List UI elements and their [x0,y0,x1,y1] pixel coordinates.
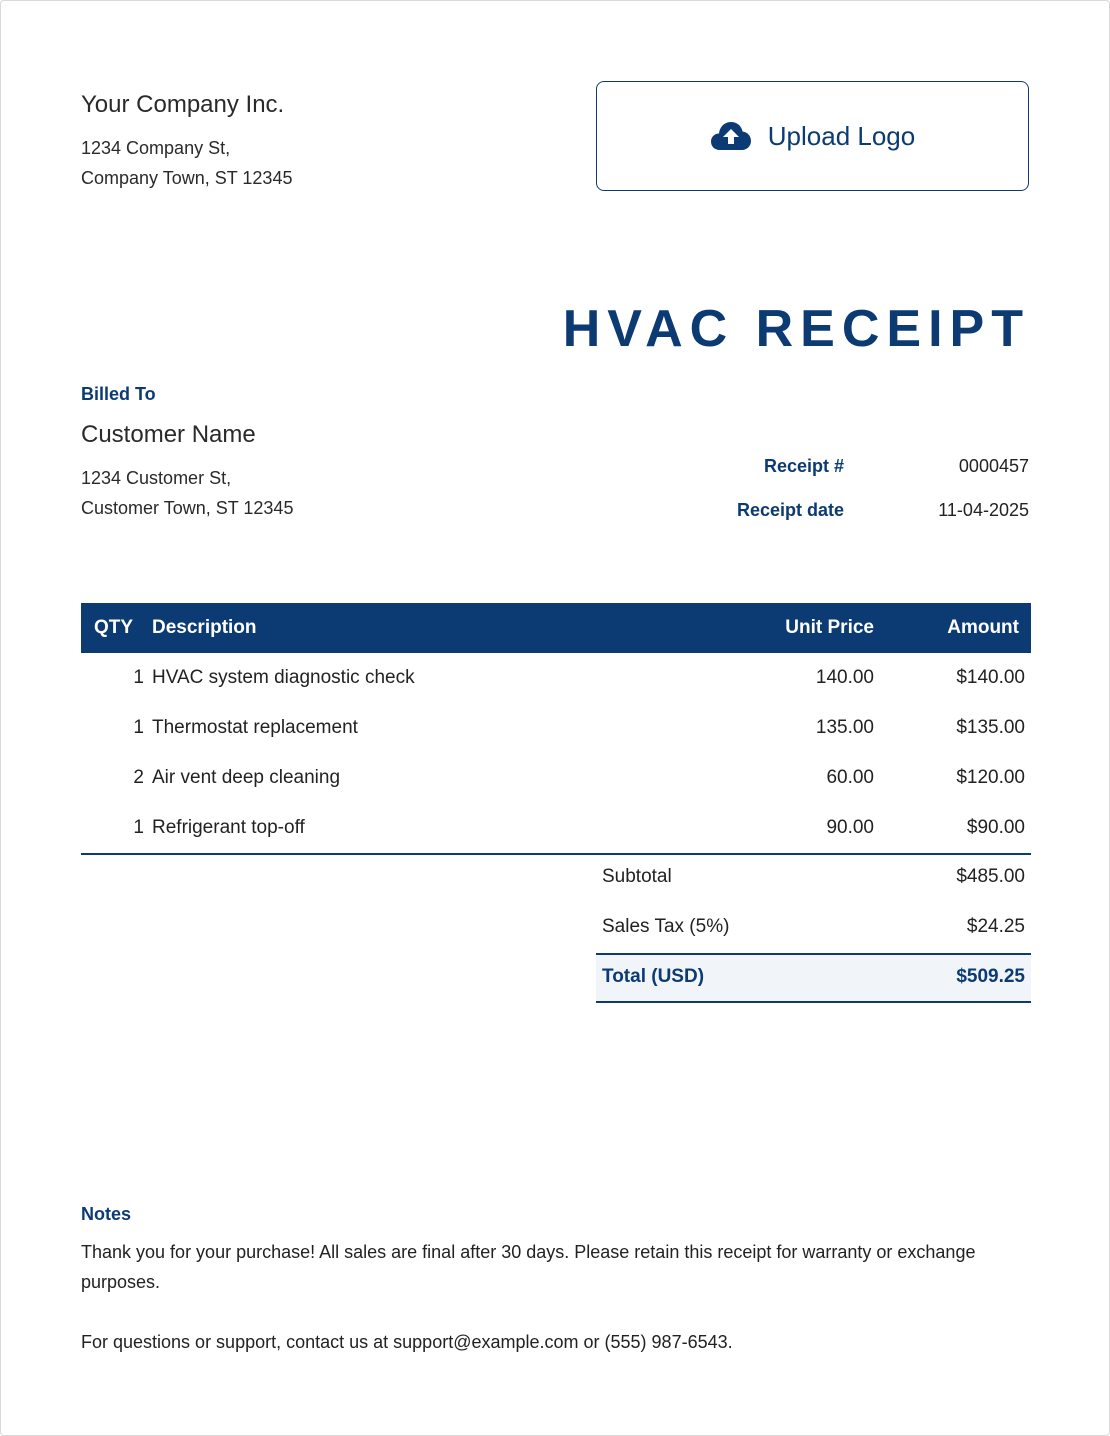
customer-address [81,463,293,523]
row-qty: 2 [133,767,144,788]
upload-logo-label: Upload Logo [767,120,916,151]
cloud-upload-icon [710,121,752,151]
row-amount: $120.00 [956,767,1025,788]
company-address-line1: 1234 Company St, [81,138,231,158]
row-qty: 1 [133,667,144,688]
table-row [81,803,1031,854]
subtotal-value: $485.00 [956,866,1025,887]
line-items-table [81,603,1031,855]
customer-address-line2: Customer Town, ST 12345 [81,498,294,518]
table-header-row [81,603,1031,653]
notes-contact-paragraph: For questions or support, contact us at support@example.com or (555) 987-6543. [81,1332,733,1352]
document-title: HVAC RECEIPT [562,300,1030,358]
row-unit-price: 60.00 [826,767,874,788]
receipt-number-label: Receipt # [763,456,844,476]
company-address-line2: Company Town, ST 12345 [81,168,293,188]
header-description: Description [152,617,257,638]
row-qty: 1 [133,717,144,738]
receipt-date-value: 11-04-2025 [938,500,1029,520]
row-amount: $135.00 [956,717,1025,738]
header-qty: QTY [94,617,134,638]
header-amount: Amount [947,617,1019,638]
row-description: Air vent deep cleaning [152,767,341,788]
row-qty: 1 [81,803,152,854]
customer-address-line1: 1234 Customer St, [81,468,232,488]
row-unit-price: 90.00 [724,803,874,854]
header-unit-price: Unit Price [785,617,874,638]
totals-section [596,853,1031,1003]
notes-paragraph: Thank you for your purchase! All sales are final after 30 days. Please retain this receipt for warranty or exchange purposes. [81,1242,976,1292]
customer-name: Customer Name [81,421,256,448]
subtotal-label: Subtotal [602,866,672,887]
total-row [596,953,1031,1003]
row-description: Thermostat replacement [152,717,358,738]
table-row [81,753,1031,803]
sales-tax-row [596,903,1031,953]
total-label: Total (USD) [602,966,705,987]
notes-label: Notes [81,1204,132,1224]
subtotal-row [596,853,1031,903]
row-description: HVAC system diagnostic check [152,667,415,688]
sales-tax-value: $24.25 [966,916,1025,937]
total-value: $509.25 [956,966,1025,987]
upload-logo-button[interactable] [596,81,1029,191]
row-amount: $90.00 [874,803,1031,854]
notes-text [81,1237,1041,1387]
row-description: Refrigerant top-off [152,803,724,854]
company-address [81,133,292,193]
table-row [81,703,1031,753]
receipt-date-label: Receipt date [736,500,844,520]
billed-to-label: Billed To [81,384,156,404]
receipt-number-value: 0000457 [958,456,1029,476]
table-row [81,653,1031,703]
sales-tax-label: Sales Tax (5%) [602,916,730,937]
row-amount: $140.00 [956,667,1025,688]
company-name: Your Company Inc. [81,91,285,118]
row-unit-price: 135.00 [815,717,874,738]
row-unit-price: 140.00 [815,667,874,688]
